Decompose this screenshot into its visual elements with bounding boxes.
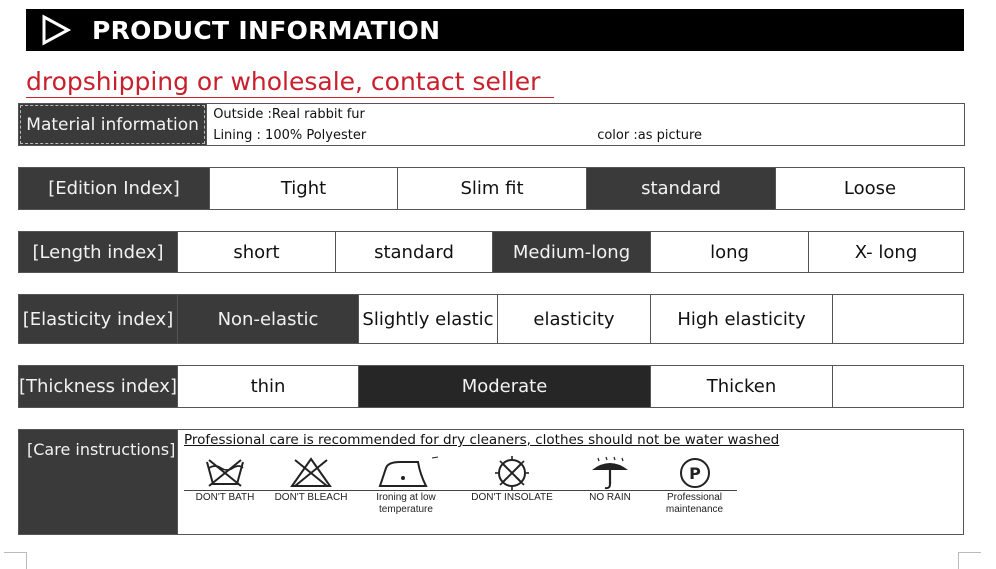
care-item: [568, 456, 652, 490]
elasticity-option-non-elastic: Non-elastic: [177, 295, 358, 343]
svg-text:P: P: [688, 464, 701, 483]
care-caption: DON'T INSOLATE: [471, 492, 553, 503]
no-sun-icon: [488, 456, 536, 490]
length-option-short: short: [177, 232, 335, 272]
care-caption: NO RAIN: [589, 492, 631, 503]
header-title: PRODUCT INFORMATION: [92, 15, 441, 45]
edition-option-slim-fit: Slim fit: [397, 168, 586, 209]
care-caption: DON'T BLEACH: [274, 492, 348, 503]
care-instructions-row: [18, 429, 964, 535]
low-iron-icon: [366, 456, 446, 490]
no-bleach-icon: [287, 456, 335, 490]
product-info-header: [26, 9, 964, 51]
elasticity-option-slightly-elastic: Slightly elastic: [358, 295, 497, 343]
care-item: [184, 456, 266, 490]
elasticity-option-high-elasticity: High elasticity: [650, 295, 832, 343]
material-outside: Outside :Real rabbit fur: [213, 107, 365, 122]
elasticity-label: [Elasticity index]: [19, 295, 177, 343]
thickness-option-thicken: Thicken: [650, 366, 832, 407]
thickness-option-thin: thin: [177, 366, 358, 407]
thickness-option-empty: [832, 366, 963, 407]
edition-option-loose: Loose: [775, 168, 964, 209]
corner-mark-right: [958, 552, 981, 569]
thickness-index-row: [18, 365, 964, 408]
care-item: [266, 456, 356, 490]
care-icons: [184, 456, 737, 491]
care-caption: DON'T BATH: [195, 492, 255, 503]
edition-option-tight: Tight: [209, 168, 397, 209]
care-content: [177, 430, 963, 534]
length-option-long: long: [650, 232, 808, 272]
material-row: [18, 103, 965, 146]
care-item: [652, 456, 737, 490]
material-lining: Lining : 100% Polyester: [213, 128, 367, 143]
material-details: [206, 104, 964, 145]
length-index-row: [18, 231, 964, 273]
elasticity-option-elasticity: elasticity: [497, 295, 650, 343]
no-wash-icon: [201, 456, 249, 490]
length-option-medium-long: Medium-long: [492, 232, 650, 272]
care-label: [Care instructions]: [19, 430, 177, 534]
care-item: [356, 456, 456, 490]
material-color: color :as picture: [597, 128, 703, 143]
thickness-label: [Thickness index]: [19, 366, 177, 407]
length-option-x-long: X- long: [808, 232, 963, 272]
length-option-standard: standard: [335, 232, 492, 272]
play-triangle-icon: [40, 14, 72, 46]
care-caption: Professional maintenance: [665, 492, 724, 515]
elasticity-index-row: [18, 294, 964, 344]
edition-index-row: [18, 167, 965, 210]
care-captions: [184, 492, 737, 516]
edition-option-standard: standard: [586, 168, 775, 209]
thickness-option-moderate: Moderate: [358, 366, 650, 407]
care-item: [456, 456, 568, 490]
edition-label: [Edition Index]: [19, 168, 209, 209]
care-caption: Ironing at low temperature: [376, 492, 436, 515]
corner-mark-left: [4, 552, 27, 569]
professional-care-icon: [671, 456, 719, 490]
care-text: Professional care is recommended for dry cleaners, clothes should not be water washed: [184, 432, 780, 448]
material-label: Material information: [19, 104, 206, 145]
elasticity-option-empty: [832, 295, 963, 343]
contact-seller-link[interactable]: dropshipping or wholesale, contact seller: [26, 66, 554, 98]
no-rain-icon: [586, 456, 634, 490]
length-label: [Length index]: [19, 232, 177, 272]
